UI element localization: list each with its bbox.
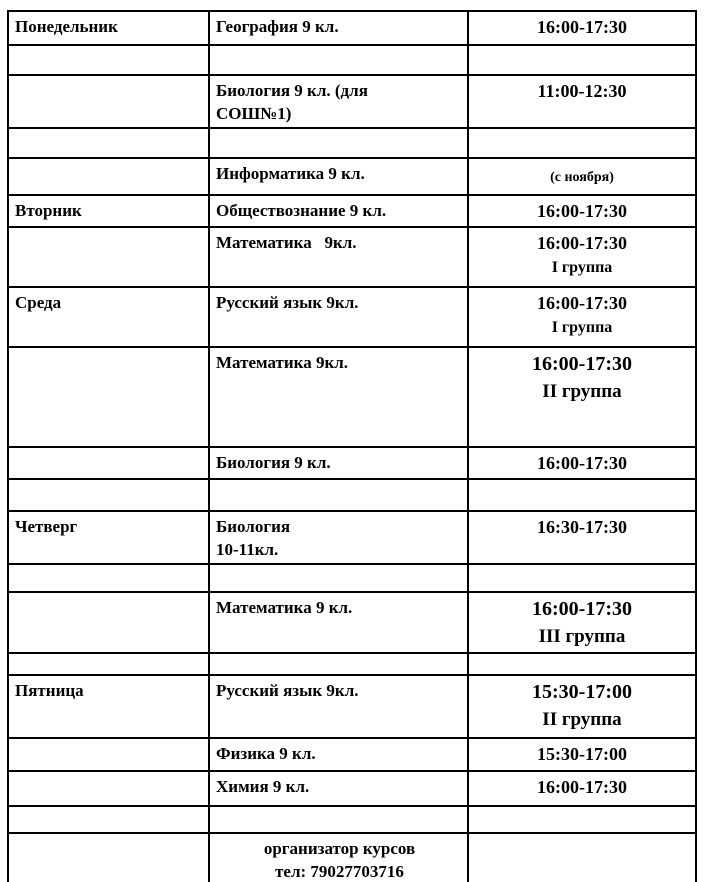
subject-text: Информатика 9 кл. [216, 164, 365, 183]
time-cell [468, 195, 696, 227]
time-cell [468, 447, 696, 479]
table-row [8, 479, 696, 511]
subject-cell [209, 195, 468, 227]
day-cell [8, 158, 209, 195]
table-row [8, 511, 696, 564]
time-text: 16:00-17:30 [537, 777, 627, 797]
table-row [8, 653, 696, 675]
day-cell [8, 479, 209, 511]
table-row [8, 447, 696, 479]
table-row [8, 287, 696, 347]
subject-cell [209, 806, 468, 833]
time-cell [468, 479, 696, 511]
day-cell [8, 806, 209, 833]
subject-text: Обществознание 9 кл. [216, 201, 387, 220]
time-text: 15:30-17:00 [537, 744, 627, 764]
subject-cell [209, 738, 468, 771]
time-text: 16:30-17:30 [537, 517, 627, 537]
table-row [8, 128, 696, 158]
table-row [8, 75, 696, 128]
table-row [8, 806, 696, 833]
day-cell [8, 45, 209, 75]
day-cell [8, 738, 209, 771]
day-cell [8, 287, 209, 347]
subject-text-line2: 10-11кл. [216, 540, 279, 559]
time-text: 16:00-17:30 [537, 201, 627, 221]
phone-text: тел: 79027703716 [275, 862, 404, 881]
day-cell [8, 564, 209, 592]
table-row [8, 227, 696, 287]
subject-cell [209, 287, 468, 347]
schedule-table [7, 10, 697, 882]
day-cell [8, 195, 209, 227]
time-text: 16:00-17:30 [537, 17, 627, 37]
subject-cell [209, 227, 468, 287]
table-row [8, 592, 696, 653]
day-cell [8, 227, 209, 287]
subject-cell [209, 592, 468, 653]
time-text: 15:30-17:00 [532, 681, 632, 703]
time-text: 16:00-17:30 [532, 598, 632, 620]
day-cell [8, 128, 209, 158]
organizer-note: организатор курсов [263, 839, 416, 858]
time-cell [468, 75, 696, 128]
time-text: 16:00-17:30 [537, 233, 627, 253]
subject-text: Биология 9 кл. (для [216, 81, 368, 100]
time-cell [468, 45, 696, 75]
day-cell [8, 511, 209, 564]
subject-cell [209, 75, 468, 128]
subject-text: География 9 кл. [216, 17, 339, 36]
subject-cell [209, 511, 468, 564]
time-text: 16:00-17:30 [537, 293, 627, 313]
subject-cell [209, 675, 468, 738]
subject-cell [209, 11, 468, 45]
time-cell [468, 833, 696, 882]
time-cell [468, 227, 696, 287]
subject-text: Химия 9 кл. [216, 777, 310, 796]
subject-cell [209, 158, 468, 195]
day-label: Пятница [15, 681, 84, 700]
subject-text: Математика 9кл. [216, 353, 349, 372]
november-note: (с ноября) [550, 170, 614, 185]
day-cell [8, 447, 209, 479]
group-note: III группа [538, 626, 626, 647]
time-cell [468, 158, 696, 195]
table-row [8, 347, 696, 447]
subject-cell [209, 128, 468, 158]
day-cell [8, 75, 209, 128]
day-cell [8, 771, 209, 806]
time-text: 11:00-12:30 [537, 81, 627, 101]
subject-cell [209, 479, 468, 511]
group-note: I группа [551, 319, 613, 336]
day-label: Четверг [15, 517, 78, 536]
day-label: Среда [15, 293, 62, 312]
table-row [8, 11, 696, 45]
time-cell [468, 806, 696, 833]
time-cell [468, 653, 696, 675]
subject-text: Биология 9 кл. [216, 453, 331, 472]
table-row [8, 564, 696, 592]
subject-text: Русский язык 9кл. [216, 293, 359, 312]
time-cell [468, 675, 696, 738]
day-cell [8, 833, 209, 882]
subject-text: Русский язык 9кл. [216, 681, 359, 700]
day-cell [8, 592, 209, 653]
day-cell [8, 653, 209, 675]
time-cell [468, 287, 696, 347]
table-row [8, 833, 696, 882]
table-row [8, 675, 696, 738]
table-row [8, 195, 696, 227]
table-row [8, 771, 696, 806]
group-note: II группа [542, 709, 622, 730]
table-row [8, 738, 696, 771]
subject-cell [209, 564, 468, 592]
time-cell [468, 128, 696, 158]
day-label: Вторник [15, 201, 82, 220]
subject-text: Физика 9 кл. [216, 744, 316, 763]
subject-text: Биология [216, 517, 291, 536]
subject-cell [209, 653, 468, 675]
day-label: Понедельник [15, 17, 118, 36]
subject-cell [209, 347, 468, 447]
time-cell [468, 347, 696, 447]
day-cell [8, 347, 209, 447]
table-row [8, 45, 696, 75]
time-text: 16:00-17:30 [532, 353, 632, 375]
time-cell [468, 771, 696, 806]
time-cell [468, 511, 696, 564]
subject-cell [209, 447, 468, 479]
time-cell [468, 738, 696, 771]
time-cell [468, 592, 696, 653]
subject-text: Математика 9кл. [216, 233, 357, 252]
subject-cell [209, 45, 468, 75]
time-cell [468, 11, 696, 45]
group-note: I группа [551, 259, 613, 276]
table-row [8, 158, 696, 195]
subject-text-line2: СОШ№1) [216, 104, 292, 123]
time-text: 16:00-17:30 [537, 453, 627, 473]
group-note: II группа [542, 381, 622, 402]
day-cell [8, 11, 209, 45]
organizer-cell [209, 833, 468, 882]
day-cell [8, 675, 209, 738]
time-cell [468, 564, 696, 592]
subject-cell [209, 771, 468, 806]
subject-text: Математика 9 кл. [216, 598, 353, 617]
